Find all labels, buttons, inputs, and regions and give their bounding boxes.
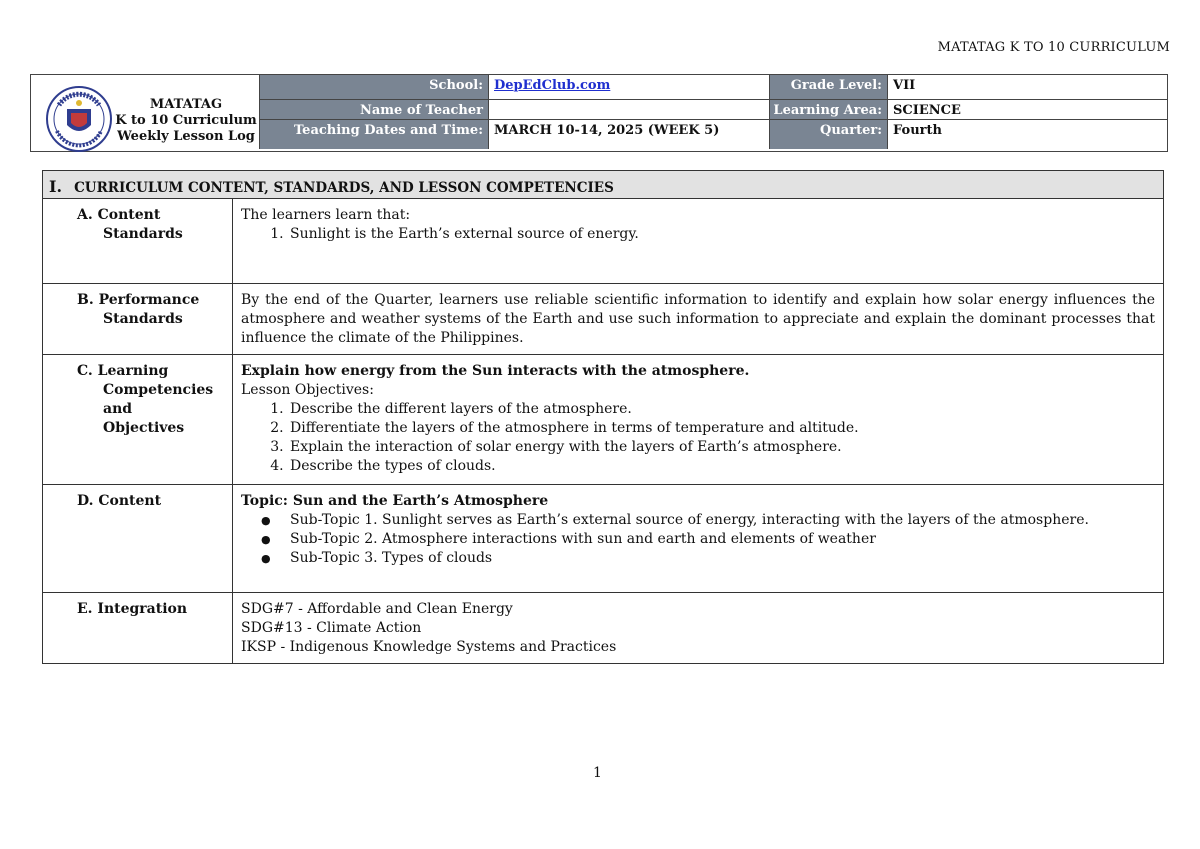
row-label-content-standards: A. Content Standards — [43, 199, 233, 284]
row-label-learning-competencies: C. Learning Competencies and Objectives — [43, 355, 233, 485]
competency-statement: Explain how energy from the Sun interacts with the atmosphere. — [241, 363, 750, 379]
row-learning-competencies — [43, 355, 1164, 485]
section-heading — [43, 171, 1164, 199]
header-row-teacher — [260, 100, 1167, 120]
subtopic-list — [241, 511, 1155, 568]
learning-area-label: Learning Area: — [770, 100, 888, 119]
content-standards-cell — [233, 199, 1164, 284]
header-row-school — [260, 75, 1167, 100]
row-content-standards — [43, 199, 1164, 284]
content-standards-list — [241, 225, 1155, 244]
learning-area-value: SCIENCE — [888, 100, 1167, 119]
learning-competencies-cell — [233, 355, 1164, 485]
integration-line: SDG#7 - Affordable and Clean Energy — [241, 601, 513, 617]
content-cell — [233, 485, 1164, 593]
performance-standards-text: By the end of the Quarter, learners use reliable scientific information to identify and explain how solar energy influences the atmosphere and weather systems of the Earth and use such information to appreciate and explain the dominant processes that influence the climate of the Philippines. — [233, 284, 1164, 355]
list-item: 1. Describe the different layers of the atmosphere. — [288, 400, 1155, 419]
header-info-grid — [260, 75, 1167, 149]
list-item: ● Sub-Topic 1. Sunlight serves as Earth’s external source of energy, interacting with the layers of the atmosphere. — [288, 511, 1155, 530]
integration-line: IKSP - Indigenous Knowledge Systems and Practices — [241, 639, 617, 655]
list-item: 2. Differentiate the layers of the atmosphere in terms of temperature and altitude. — [288, 419, 1155, 438]
teacher-label: Name of Teacher — [260, 100, 489, 119]
row-integration — [43, 593, 1164, 664]
deped-seal-icon — [45, 85, 113, 153]
grade-level-label: Grade Level: — [770, 75, 888, 99]
teacher-value — [489, 100, 770, 119]
topic-title: Topic: Sun and the Earth’s Atmosphere — [241, 493, 549, 509]
page-number: 1 — [593, 765, 602, 781]
header-row-dates — [260, 120, 1167, 149]
row-label-performance-standards: B. Performance Standards — [43, 284, 233, 355]
content-standards-intro: The learners learn that: — [241, 207, 411, 223]
grade-level-value: VII — [888, 75, 1167, 99]
lesson-objectives-list — [241, 400, 1155, 476]
section-heading-row — [43, 171, 1164, 199]
section-number: I. — [49, 177, 63, 196]
document-running-header: MATATAG K TO 10 CURRICULUM — [937, 40, 1170, 55]
list-item: 4. Describe the types of clouds. — [288, 457, 1155, 476]
row-performance-standards — [43, 284, 1164, 355]
row-content — [43, 485, 1164, 593]
list-item: ● Sub-Topic 2. Atmosphere interactions with sun and earth and elements of weather — [288, 530, 1155, 549]
curriculum-table — [42, 170, 1164, 664]
quarter-label: Quarter: — [770, 120, 888, 149]
section-title: CURRICULUM CONTENT, STANDARDS, AND LESSON COMPETENCIES — [74, 180, 614, 196]
teaching-dates-label: Teaching Dates and Time: — [260, 120, 489, 149]
integration-cell — [233, 593, 1164, 664]
lesson-log-title: MATATAG K to 10 Curriculum Weekly Lesson Log — [115, 97, 257, 144]
lesson-objectives-label: Lesson Objectives: — [241, 382, 374, 398]
list-item: ● Sub-Topic 3. Types of clouds — [288, 549, 1155, 568]
list-item: 3. Explain the interaction of solar energy with the layers of Earth’s atmosphere. — [288, 438, 1155, 457]
teaching-dates-value: MARCH 10-14, 2025 (WEEK 5) — [489, 120, 770, 149]
row-label-content: D. Content — [43, 485, 233, 593]
lesson-log-header — [30, 74, 1168, 152]
quarter-value: Fourth — [888, 120, 1167, 149]
list-item: 1. Sunlight is the Earth’s external source of energy. — [288, 225, 1155, 244]
school-label: School: — [260, 75, 489, 99]
school-link[interactable]: DepEdClub.com — [494, 78, 611, 93]
row-label-integration: E. Integration — [43, 593, 233, 664]
school-value — [489, 75, 770, 99]
header-title-block — [31, 75, 260, 149]
integration-line: SDG#13 - Climate Action — [241, 620, 422, 636]
